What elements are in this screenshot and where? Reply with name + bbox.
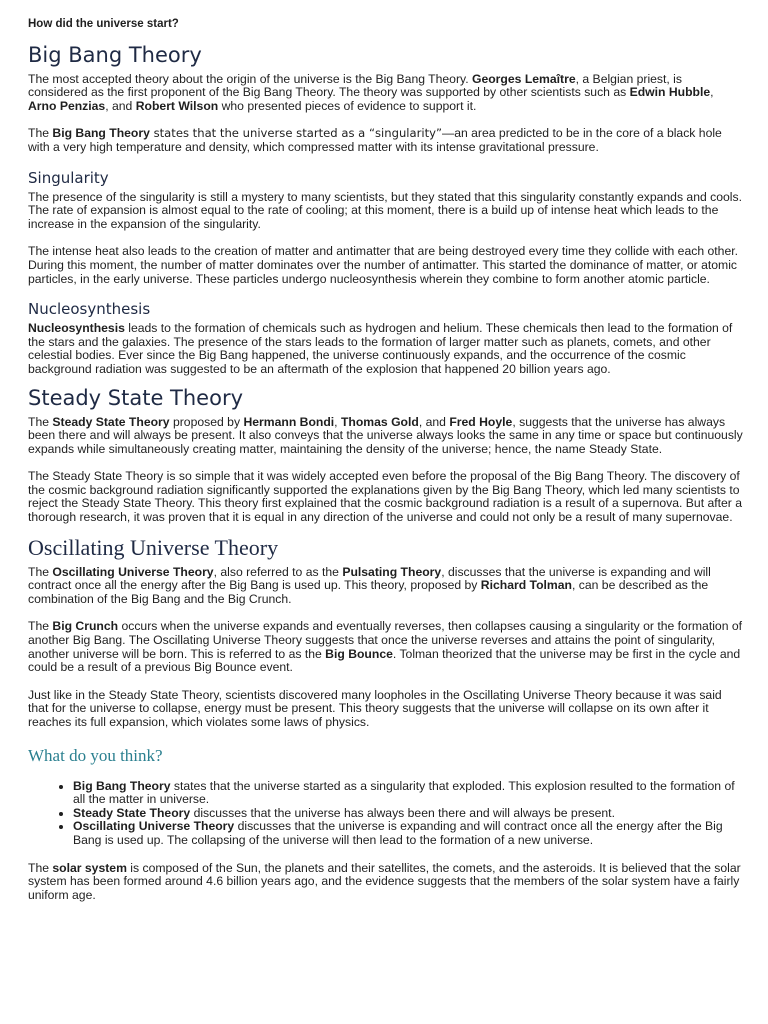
solar-system-paragraph (28, 862, 744, 903)
heading-nucleosynthesis: Nucleosynthesis (28, 300, 151, 319)
oscillating-paragraph-1 (28, 566, 744, 607)
text: , (334, 414, 341, 429)
text: The most accepted theory about the origin of the universe is the Big Bang Theory. (28, 71, 472, 86)
text: leads to the formation of chemicals such as hydrogen and helium. These chemicals then lead to the formation of the stars and the galaxies. The presence of the stars leads to the formation of larger matter such as planets, comets, and other celestial bodies. Ever since the Big Bang happened, the universe continuously expands, and the occurrence of the cosmic background radiation was suggested to be an aftermath of the explosion that happened 20 billion years ago. (28, 321, 733, 376)
text: , and (105, 98, 136, 113)
heading-oscillating: Oscillating Universe Theory (28, 534, 279, 560)
heading-big-bang: Big Bang Theory (28, 42, 202, 67)
text: , suggests that the universe has always been there and will always be present. It also conveys that the universe always looks the same in any time or space but continuously expands while simultaneously creating matter, maintaining the density of the universe; hence, the name Steady State. (28, 414, 743, 456)
big-bang-paragraph-1 (28, 73, 744, 114)
singularity-paragraph-1: The presence of the singularity is still a mystery to many scientists, but they stated that this singularity constantly expands and cools. The rate of expansion is almost equal to the rate of cooling; at this moment, there is a build up of intense heat which leads to the increase in the expansion of the singularity. (28, 189, 742, 231)
text: , a Belgian priest, is considered as the first proponent of the Big Bang Theory. The theory was supported by other scientists such as (28, 71, 682, 100)
nucleosynthesis-paragraph (28, 322, 744, 376)
text: . Tolman theorized that the universe may be first in the cycle and could be a result of a previous Big Bounce event. (28, 646, 741, 675)
list-item-text: states that the universe started as a singularity that exploded. This explosion resulted to the formation of all the matter in universe. (73, 778, 735, 807)
name-gold: Thomas Gold (340, 414, 419, 429)
list-item-text: discusses that the universe is expanding and will contract once all the energy after the Big Bang is used up. The collapsing of the universe will then lead to the formation of a new universe. (73, 819, 723, 847)
text: The (28, 860, 53, 875)
text: , discusses that the universe is expanding and will contract once all the energy after the Big Bang is used up. This theory, proposed by (28, 564, 711, 593)
heading-what-do-you-think: What do you think? (28, 745, 163, 765)
list-item-term: Big Bang Theory (73, 778, 171, 793)
text: , (710, 85, 714, 100)
text: The (28, 619, 53, 634)
term-steady-state-theory: Steady State Theory (52, 414, 170, 429)
list-item-term: Oscillating Universe Theory (73, 819, 235, 834)
text: who presented pieces of evidence to support it. (218, 98, 477, 113)
oscillating-paragraph-2 (28, 620, 744, 674)
text: proposed by (169, 414, 244, 429)
text: The (28, 414, 53, 429)
term-pulsating-theory: Pulsating Theory (342, 564, 442, 579)
text: , can be described as the combination of the Big Bang and the Big Crunch. (28, 578, 709, 606)
text: states that the universe started as a “singularity” (149, 126, 443, 141)
singularity-paragraph-2: The intense heat also leads to the creation of matter and antimatter that are being destroyed every time they collide with each other. During this moment, the number of matter dominates over the number of antimatter. This started the dominance of matter, or atomic particles, in the early universe. These particles undergo nucleosynthesis wherein they combine to form another atomic particle. (28, 244, 738, 286)
name-penzias: Arno Penzias (28, 98, 106, 113)
name-tolman: Richard Tolman (480, 578, 572, 593)
term-oscillating-theory: Oscillating Universe Theory (52, 564, 214, 579)
term-big-bang-theory: Big Bang Theory (52, 126, 150, 141)
name-bondi: Hermann Bondi (243, 414, 335, 429)
text: The (28, 564, 53, 579)
text: , also referred to as the (213, 564, 343, 579)
text: is composed of the Sun, the planets and their satellites, the comets, and the asteroids. It is believed that the solar system has been formed around 4.6 billion years ago, and the evidence suggests that the members of the solar system have a fairly uniform age. (28, 860, 741, 902)
steady-state-paragraph-1 (28, 416, 744, 457)
heading-steady-state: Steady State Theory (28, 385, 244, 410)
list-item-text: discusses that the universe has always been there and will always be present. (190, 805, 615, 820)
name-wilson: Robert Wilson (135, 98, 219, 113)
list-item (73, 780, 744, 807)
list-item-term: Steady State Theory (73, 805, 191, 820)
term-big-bounce: Big Bounce (325, 646, 393, 661)
oscillating-paragraph-3: Just like in the Steady State Theory, scientists discovered many loopholes in the Oscillating Universe Theory because it was said that for the universe to collapse, energy must be present. This theory suggests that the universe will collapse on its own after it reaches its full expansion, which violates some laws of physics. (28, 687, 722, 729)
text: The (28, 126, 53, 141)
steady-state-paragraph-2: The Steady State Theory is so simple that it was widely accepted even before the proposal of the Big Bang Theory. The discovery of the cosmic background radiation significantly supported the explanations given by the Big Bang Theory, which led many scientists to reject the Steady State Theory. This theory first explained that the cosmic background radiation is a result of a supernova. But after a thorough research, it was proven that it is equal in any direction of the universe and could not only be a result of many supernovae. (28, 469, 743, 525)
big-bang-paragraph-2 (28, 127, 744, 154)
term-nucleosynthesis: Nucleosynthesis (28, 321, 125, 336)
term-big-crunch: Big Crunch (52, 619, 119, 634)
name-hubble: Edwin Hubble (629, 85, 711, 100)
text: , and (418, 414, 450, 429)
summary-list (28, 780, 744, 848)
text: —an area predicted to be in the core of a black hole with a very high temperature and density, which compressed matter with its intense gravitational pressure. (28, 126, 722, 154)
term-solar-system: solar system (52, 860, 127, 875)
name-lemaitre: Georges Lemaître (471, 71, 576, 86)
document-page (28, 18, 744, 916)
list-item (73, 807, 744, 821)
text: occurs when the universe expands and eventually reverses, then collapses causing a singularity or the formation of another Big Bang. The Oscillating Universe Theory suggests that once the universe reverses and attains the point of singularity, another universe will be born. This is referred to as the (28, 619, 743, 661)
list-item (73, 820, 744, 847)
name-hoyle: Fred Hoyle (449, 414, 513, 429)
heading-singularity: Singularity (28, 168, 109, 187)
page-kicker: How did the universe start? (28, 18, 179, 30)
